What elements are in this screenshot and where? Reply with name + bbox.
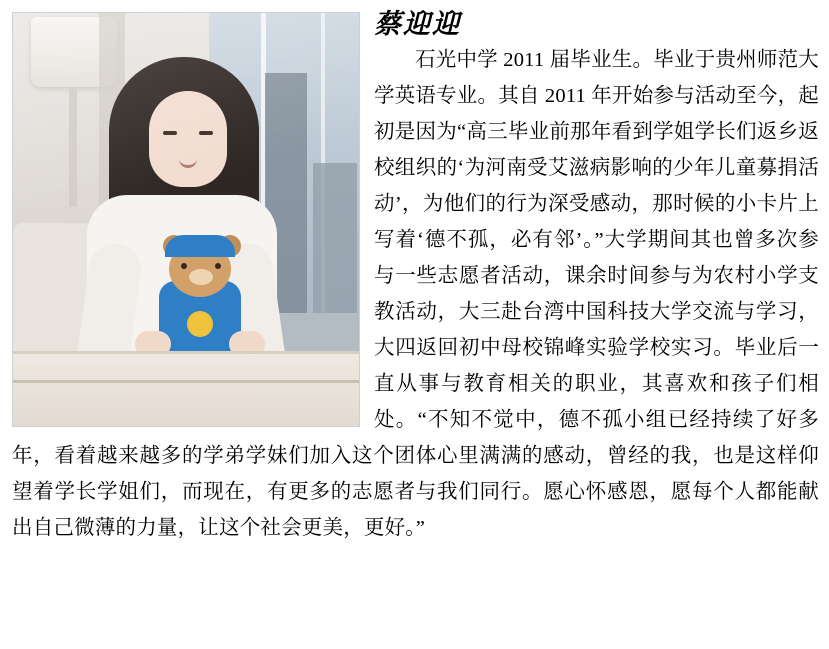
photo-teddy-bear-eye-right xyxy=(215,263,221,269)
photo-table xyxy=(13,351,359,426)
photo-teddy-bear-badge xyxy=(187,311,213,337)
biography-paragraph: 石光中学 2011 届毕业生。毕业于贵州师范大学英语专业。其自 2011 年开始参与活动至今，起初是因为“高三毕业前那年看到学姐学长们返乡返校组织的‘为河南受艾滋病影响的少年儿童募捐活动’，为他们的行为深受感动，那时候的小卡片上写着‘德不孤，必有邻’。”大学期间其也曾多次参与一些志愿者活动，课余时间参与为农村小学支教活动，大三赴台湾中国科技大学交流与学习，大四返回初中母校锦峰实验学校实习。毕业后一直从事与教育相关的职业，其喜欢和孩子们相处。“不知不觉中，德不孤小组已经持续了好多年，看着越来越多的学弟学妹们加入这个团体心里满满的感动，曾经的我，也是这样仰望着学长学姐们，而现在，有更多的志愿者与我们同行。愿心怀感恩，愿每个人都能献出自己微薄的力量，让这个社会更美，更好。” xyxy=(12,49,819,540)
photo-person-eye-left xyxy=(163,131,177,135)
photo-teddy-bear-eye-left xyxy=(181,263,187,269)
person-name-heading: 蔡迎迎 xyxy=(374,9,461,39)
photo-teddy-bear-cap xyxy=(165,235,235,257)
photo-person-face xyxy=(149,91,227,187)
photo-building-right xyxy=(313,163,357,323)
photo-lamp-stand xyxy=(69,87,77,207)
portrait-photo xyxy=(12,12,360,427)
photo-teddy-bear-snout xyxy=(189,269,213,285)
article-body xyxy=(12,8,819,546)
photo-person-eye-right xyxy=(199,131,213,135)
